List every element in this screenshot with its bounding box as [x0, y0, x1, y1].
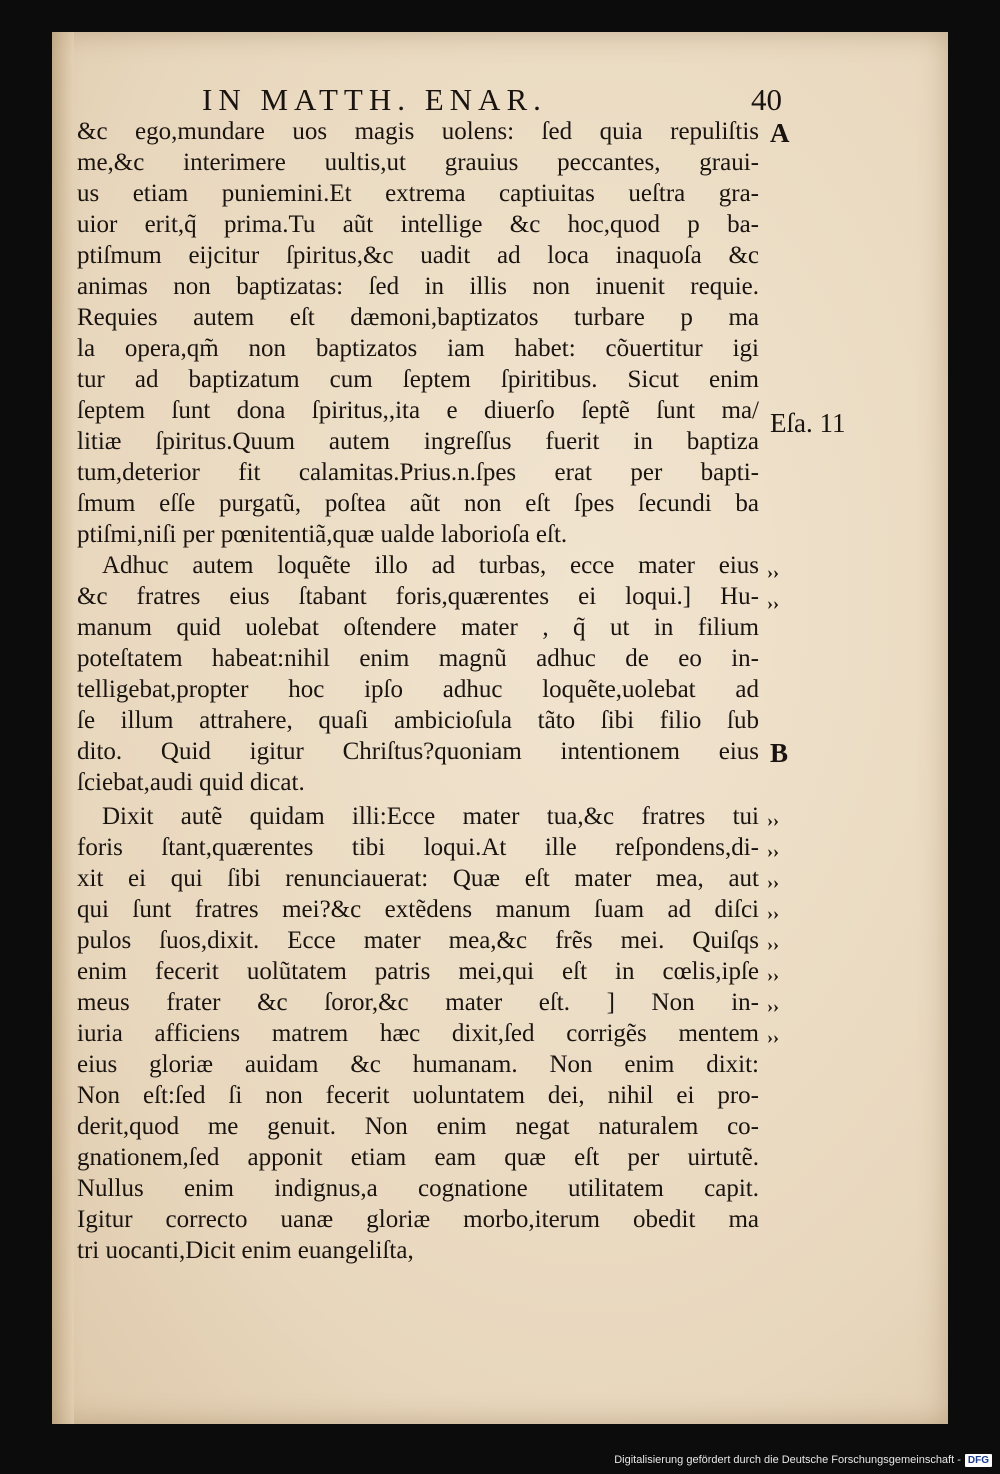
quote-mark: ›› [767, 872, 779, 892]
margin-note-esa: Eſa. 11 [770, 408, 846, 438]
text-line: Nullus enim indignus,a cognatione utilitatem capit. [77, 1175, 759, 1202]
text-line: Non eſt:ſed ſi non fecerit uoluntatem dei, nihil ei pro- [77, 1082, 759, 1109]
text-line: ptiſmum eijcitur ſpiritus,&c uadit ad loca inaquoſa &c [77, 242, 759, 269]
text-line: Dixit autẽ quidam illi:Ecce mater tua,&c fratres tui [102, 803, 759, 830]
text-line: us etiam puniemini.Et extrema captiuitas ueſtra gra- [77, 180, 759, 207]
text-line: ſeptem ſunt dona ſpiritus,,ita e diuerſo ſeptẽ ſunt ma/ [77, 397, 759, 424]
text-line: Igitur correcto uanæ gloriæ morbo,iterum obedit ma [77, 1206, 759, 1233]
running-head-title: IN MATTH. ENAR. [202, 82, 547, 117]
text-line: &c fratres eius ſtabant foris,quærentes ei loqui.] Hu- [77, 583, 759, 610]
page-number: 40 [751, 82, 782, 117]
quote-mark: ›› [767, 841, 779, 861]
text-line: &c ego,mundare uos magis uolens: ſed quia repuliſtis [77, 118, 759, 145]
text-line: tum,deterior fit calamitas.Prius.n.ſpes erat per bapti- [77, 459, 759, 486]
text-line: xit ei qui ſibi renunciauerat: Quæ eſt mater mea, aut [77, 865, 759, 892]
quote-mark: ›› [767, 903, 779, 923]
quote-mark: ›› [767, 562, 779, 582]
text-line: ſmum eſſe purgatũ, poſtea aũt non eſt ſpes ſecundi ba [77, 490, 759, 517]
text-line: Adhuc autem loquẽte illo ad turbas, ecce mater eius [102, 552, 759, 579]
text-line: eius gloriæ auidam &c humanam. Non enim dixit: [77, 1051, 759, 1078]
text-line: tri uocanti,Dicit enim euangeliſta, [77, 1237, 414, 1264]
digitization-footer [614, 1452, 992, 1468]
text-line: ſciebat,audi quid dicat. [77, 769, 305, 796]
quote-mark: ›› [767, 934, 779, 954]
dfg-logo-icon: DFG [965, 1454, 992, 1467]
quote-mark: ›› [767, 593, 779, 613]
text-line: uior erit,q̃ prima.Tu aũt intellige &c hoc,quod p ba- [77, 211, 759, 238]
text-line: dito. Quid igitur Chriſtus?quoniam intentionem eius [77, 738, 759, 765]
text-line: tur ad baptizatum cum ſeptem ſpiritibus. Sicut enim [77, 366, 759, 393]
text-line: la opera,qm̃ non baptizatos iam habet: cõuertitur igi [77, 335, 759, 362]
quote-mark: ›› [767, 965, 779, 985]
text-line: meus frater &c ſoror,&c mater eſt. ] Non in- [77, 989, 759, 1016]
margin-section-b: B [770, 738, 789, 768]
text-line: me,&c interimere uultis,ut grauius peccantes, graui- [77, 149, 759, 176]
body-text [77, 116, 759, 1266]
text-line: telligebat,propter hoc ipſo adhuc loquẽte,uolebat ad [77, 676, 759, 703]
text-line: poteſtatem habeat:nihil enim magnũ adhuc de eo in- [77, 645, 759, 672]
text-line: enim fecerit uolũtatem patris mei,qui eſt in cœlis,ipſe [77, 958, 759, 985]
text-line: foris ſtant,quærentes tibi loqui.At ille reſpondens,di- [77, 834, 759, 861]
footer-credit: Digitalisierung gefördert durch die Deutsche Forschungsgemeinschaft - [614, 1454, 961, 1466]
text-line: manum quid uolebat oſtendere mater , q̃ ut in filium [77, 614, 759, 641]
quote-mark: ›› [767, 810, 779, 830]
text-line: pulos ſuos,dixit. Ecce mater mea,&c frẽs mei. Quiſqs [77, 927, 759, 954]
text-line: Requies autem eſt dæmoni,baptizatos turbare p ma [77, 304, 759, 331]
quote-mark: ›› [767, 1027, 779, 1047]
text-line: animas non baptizatas: ſed in illis non inuenit requie. [77, 273, 759, 300]
text-line: qui ſunt fratres mei?&c extẽdens manum ſuam ad diſci [77, 896, 759, 923]
text-line: litiæ ſpiritus.Quum autem ingreſſus fuerit in baptiza [77, 428, 759, 455]
text-line: iuria afficiens matrem hæc dixit,ſed corrigẽs mentem [77, 1020, 759, 1047]
text-line: derit,quod me genuit. Non enim negat naturalem co- [77, 1113, 759, 1140]
margin-section-a: A [770, 118, 790, 148]
quote-mark: ›› [767, 996, 779, 1016]
text-line: ſe illum attrahere, quaſi ambicioſula tãto ſibi filio ſub [77, 707, 759, 734]
text-line: gnationem,ſed apponit etiam eam quæ eſt per uirtutẽ. [77, 1144, 759, 1171]
text-line: ptiſmi,niſi per pœnitentiã,quæ ualde laborioſa eſt. [77, 521, 568, 548]
book-page [52, 32, 948, 1424]
page-gutter [52, 32, 74, 1424]
